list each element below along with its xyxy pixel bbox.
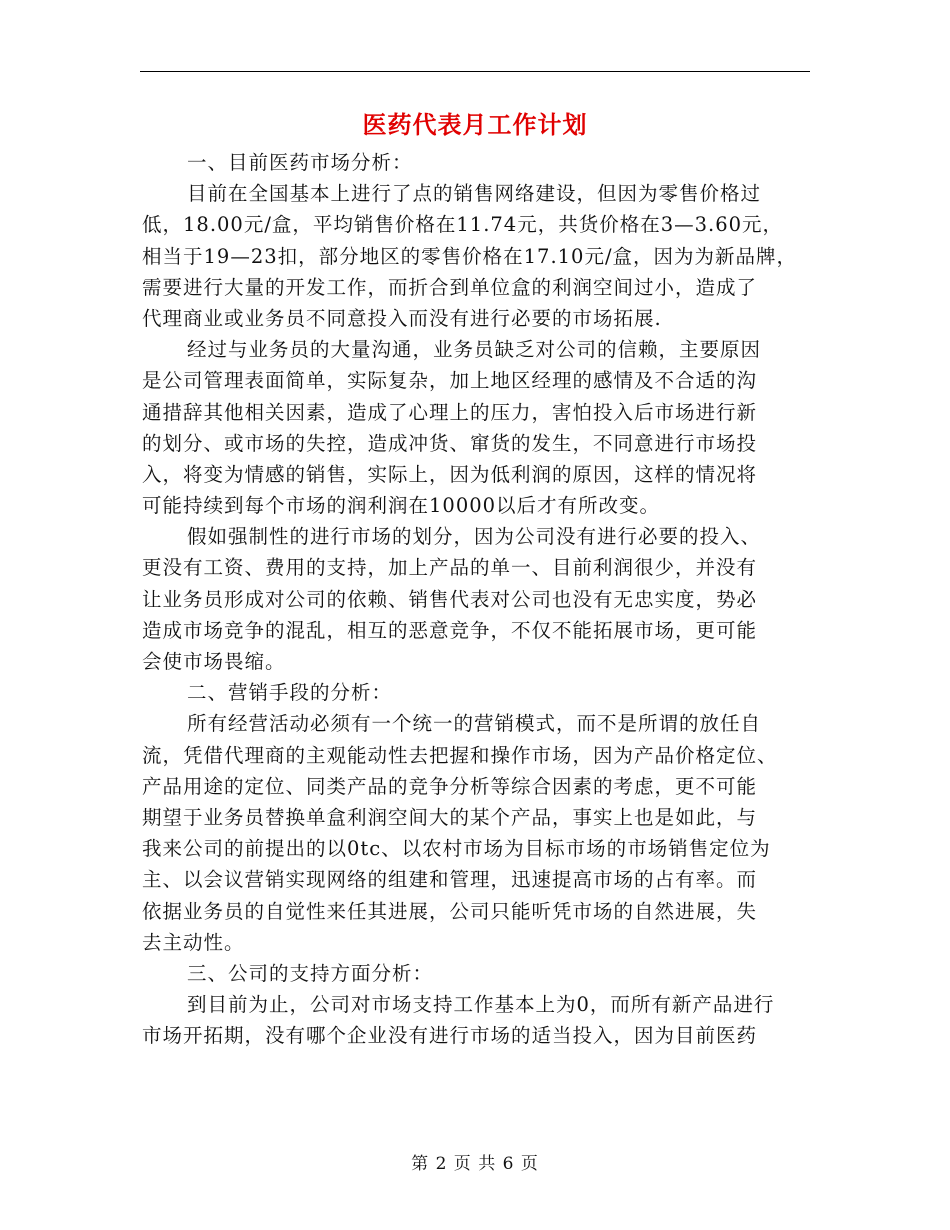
- paragraph-line: 产品用途的定位、同类产品的竞争分析等综合因素的考虑，更不可能: [142, 774, 758, 798]
- paragraph-line: 入，将变为情感的销售，实际上，因为低利润的原因，这样的情况将: [142, 462, 758, 486]
- paragraph-line: 造成市场竞争的混乱，相互的恶意竞争，不仅不能拓展市场，更可能: [142, 618, 758, 642]
- paragraph-line: 通措辞其他相关因素，造成了心理上的压力，害怕投入后市场进行新: [142, 400, 758, 424]
- paragraph-line: 去主动性。: [142, 930, 245, 954]
- paragraph-line: 可能持续到每个市场的润利润在10000以后才有所改变。: [142, 494, 661, 518]
- paragraph-line: 假如强制性的进行市场的划分，因为公司没有进行必要的投入、: [187, 525, 762, 549]
- paragraph-line: 代理商业或业务员不同意投入而没有进行必要的市场拓展.: [142, 306, 662, 330]
- paragraph-line: 更没有工资、费用的支持，加上产品的单一、目前利润很少，并没有: [142, 556, 758, 580]
- paragraph-line: 低，18.00元/盒，平均销售价格在11.74元，共货价格在3—3.60元，: [142, 213, 784, 237]
- paragraph-line: 所有经营活动必须有一个统一的营销模式，而不是所谓的放任自: [187, 712, 762, 736]
- paragraph-line: 市场开拓期，没有哪个企业没有进行市场的适当投入，因为目前医药: [142, 1024, 758, 1048]
- paragraph-line: 是公司管理表面简单，实际复杂，加上地区经理的感情及不合适的沟: [142, 369, 758, 393]
- section-heading-market-analysis: 一、目前医药市场分析：: [187, 151, 413, 174]
- paragraph-line: 相当于19—23扣，部分地区的零售价格在17.10元/盒，因为为新品牌，: [142, 244, 798, 268]
- document-title: 医药代表月工作计划: [362, 110, 588, 139]
- paragraph-line: 经过与业务员的大量沟通，业务员缺乏对公司的信赖，主要原因: [187, 338, 762, 362]
- section-heading-marketing-analysis: 二、营销手段的分析：: [187, 681, 393, 705]
- paragraph-line: 依据业务员的自觉性来任其进展，公司只能听凭市场的自然进展，失: [142, 899, 758, 923]
- paragraph-line: 流，凭借代理商的主观能动性去把握和操作市场，因为产品价格定位、: [142, 743, 778, 767]
- header-rule: [140, 71, 810, 72]
- page-number: 第 2 页 共 6 页: [411, 1154, 539, 1174]
- paragraph-line: 目前在全国基本上进行了点的销售网络建设，但因为零售价格过: [187, 182, 762, 206]
- paragraph-line: 的划分、或市场的失控，造成冲货、窜货的发生，不同意进行市场投: [142, 431, 758, 455]
- paragraph-line: 我来公司的前提出的以0tc、以农村市场为目标市场的市场销售定位为: [142, 837, 771, 861]
- paragraph-line: 期望于业务员替换单盒利润空间大的某个产品，事实上也是如此，与: [142, 805, 758, 829]
- paragraph-line: 会使市场畏缩。: [142, 650, 286, 673]
- section-heading-company-support: 三、公司的支持方面分析：: [187, 961, 434, 985]
- paragraph-line: 需要进行大量的开发工作，而折合到单位盒的利润空间过小，造成了: [142, 275, 758, 299]
- document-body: [142, 147, 814, 1051]
- paragraph-line: 让业务员形成对公司的依赖、销售代表对公司也没有无忠实度，势必: [142, 587, 758, 611]
- paragraph-line: 主、以会议营销实现网络的组建和管理，迅速提高市场的占有率。而: [142, 868, 758, 892]
- paragraph-line: 到目前为止，公司对市场支持工作基本上为0，而所有新产品进行: [187, 993, 775, 1017]
